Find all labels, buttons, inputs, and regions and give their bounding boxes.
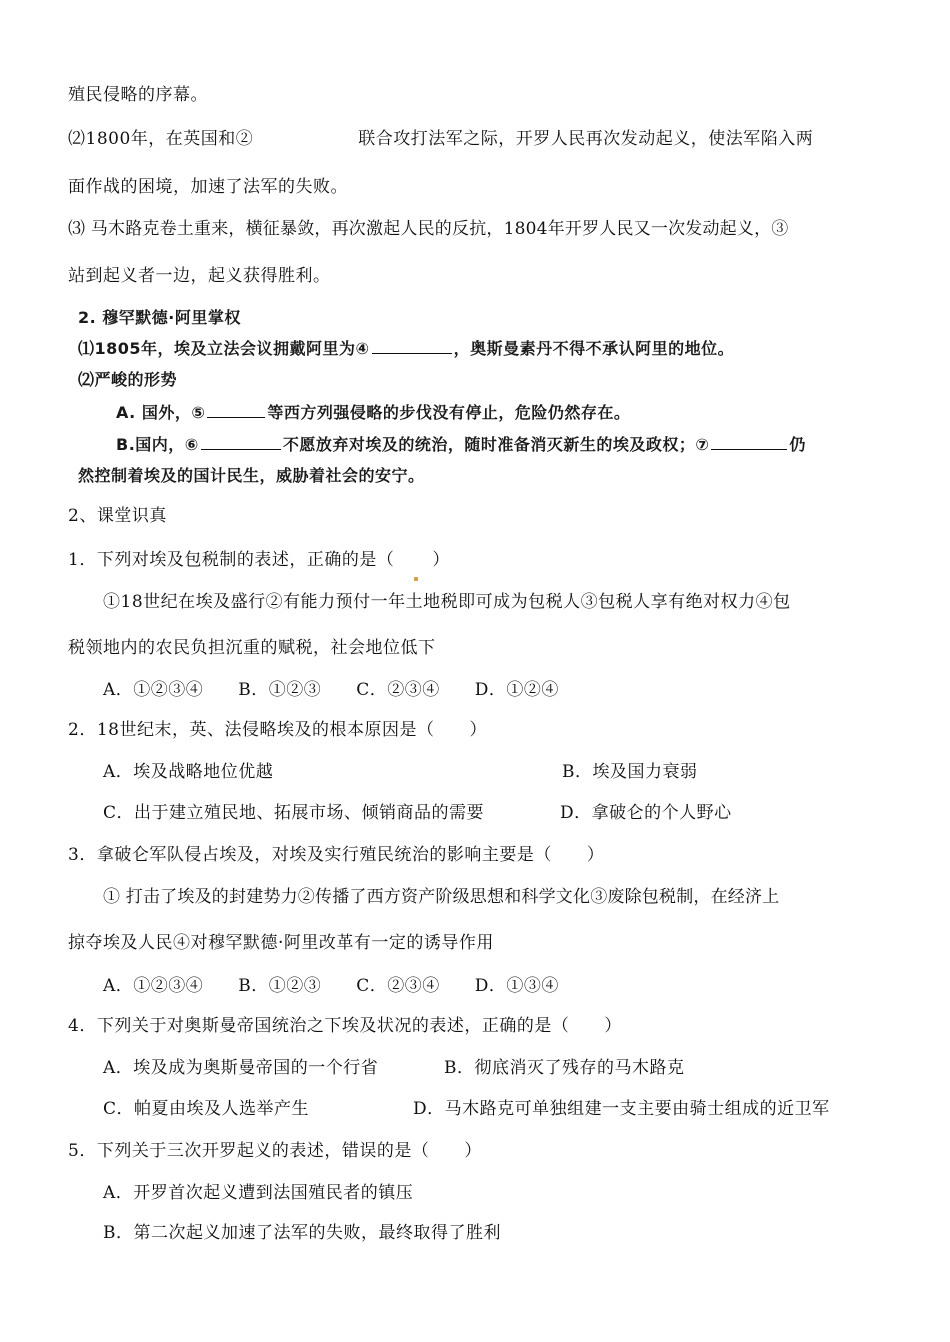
question-2-option-b: B．埃及国力衰弱 xyxy=(562,762,698,782)
question-4-stem: 4．下列关于对奥斯曼帝国统治之下埃及状况的表述，正确的是（ ） xyxy=(68,1016,622,1036)
question-1-close: ） xyxy=(432,550,450,570)
section-title: 2、课堂识真 xyxy=(68,506,167,526)
scan-line-4 xyxy=(116,433,806,456)
scan-line-1-after: ，奥斯曼素丹不得不承认阿里的地位。 xyxy=(453,339,735,358)
question-1-body-1: ①18世纪在埃及盛行②有能力预付一年土地税即可成为包税人③包税人享有绝对权力④包 xyxy=(103,592,791,612)
paragraph-3-line-2: 站到起义者一边，起义获得胜利。 xyxy=(68,266,331,286)
question-5-option-a: A．开罗首次起义遭到法国殖民者的镇压 xyxy=(103,1183,414,1203)
question-2-option-d: D．拿破仑的个人野心 xyxy=(560,803,732,823)
question-1-body-2: 税领地内的农民负担沉重的赋税，社会地位低下 xyxy=(68,638,436,658)
question-5-option-b: B．第二次起义加速了法军的失败，最终取得了胜利 xyxy=(103,1223,501,1243)
ink-mark xyxy=(414,577,418,581)
scan-line-4-before: B.国内，⑥ xyxy=(116,435,199,454)
paragraph-3-line-1: ⑶ 马木路克卷土重来，横征暴敛，再次激起人民的反抗，1804年开罗人民又一次发动起义，③ xyxy=(68,219,789,239)
paragraph-2-text-before: ⑵1800年，在英国和② xyxy=(68,129,254,149)
question-3-body-1: ① 打击了埃及的封建势力②传播了西方资产阶级思想和科学文化③废除包税制，在经济上 xyxy=(103,887,780,907)
question-5-stem: 5．下列关于三次开罗起义的表述，错误的是（ ） xyxy=(68,1141,482,1161)
scan-line-3-after: 等西方列强侵略的步伐没有停止，危险仍然存在。 xyxy=(267,403,631,422)
question-4-option-d: D．马木路克可单独组建一支主要由骑士组成的近卫军 xyxy=(413,1099,830,1119)
paragraph-2-line-1 xyxy=(68,128,813,150)
question-4-option-a: A．埃及成为奥斯曼帝国的一个行省 xyxy=(103,1058,379,1078)
paragraph-2-text-after: 联合攻打法军之际，开罗人民再次发动起义，使法军陷入两 xyxy=(358,129,814,149)
question-4-option-c: C．帕夏由埃及人选举产生 xyxy=(103,1099,310,1119)
scan-line-4-after: 仍 xyxy=(789,435,806,454)
question-4-option-b: B．彻底消灭了残存的马木路克 xyxy=(444,1058,685,1078)
scan-line-3-before: A. 国外，⑤ xyxy=(116,403,206,422)
scan-heading: 2. 穆罕默德·阿里掌权 xyxy=(78,308,241,327)
scan-line-3 xyxy=(116,401,630,424)
question-2-option-c: C．出于建立殖民地、拓展市场、倾销商品的需要 xyxy=(103,803,485,823)
scan-line-1 xyxy=(78,337,734,360)
blank-6[interactable] xyxy=(201,433,281,450)
question-3-options: A．①②③④ B．①②③ C．②③④ D．①③④ xyxy=(103,976,559,996)
blank-4[interactable] xyxy=(372,337,452,354)
scan-line-4-mid: 不愿放弃对埃及的统治，随时准备消灭新生的埃及政权；⑦ xyxy=(282,435,710,454)
blank-5[interactable] xyxy=(207,401,265,418)
paragraph-2-line-2: 面作战的困境，加速了法军的失败。 xyxy=(68,177,348,197)
scan-line-2: ⑵严峻的形势 xyxy=(78,370,178,389)
question-1-stem-text: 1．下列对埃及包税制的表述，正确的是（ xyxy=(68,550,395,570)
blank-7[interactable] xyxy=(711,433,787,450)
question-2-stem: 2．18世纪末，英、法侵略埃及的根本原因是（ ） xyxy=(68,720,487,740)
question-3-body-2: 掠夺埃及人民④对穆罕默德·阿里改革有一定的诱导作用 xyxy=(68,933,494,953)
carryover-line: 殖民侵略的序幕。 xyxy=(68,85,208,105)
scan-line-5: 然控制着埃及的国计民生，威胁着社会的安宁。 xyxy=(78,466,425,485)
question-1-stem xyxy=(68,549,450,571)
question-3-stem: 3．拿破仑军队侵占埃及，对埃及实行殖民统治的影响主要是（ ） xyxy=(68,845,605,865)
scan-line-1-before: ⑴1805年，埃及立法会议拥戴阿里为④ xyxy=(78,339,370,358)
question-1-options: A．①②③④ B．①②③ C．②③④ D．①②④ xyxy=(103,680,559,700)
question-2-option-a: A．埃及战略地位优越 xyxy=(103,762,274,782)
